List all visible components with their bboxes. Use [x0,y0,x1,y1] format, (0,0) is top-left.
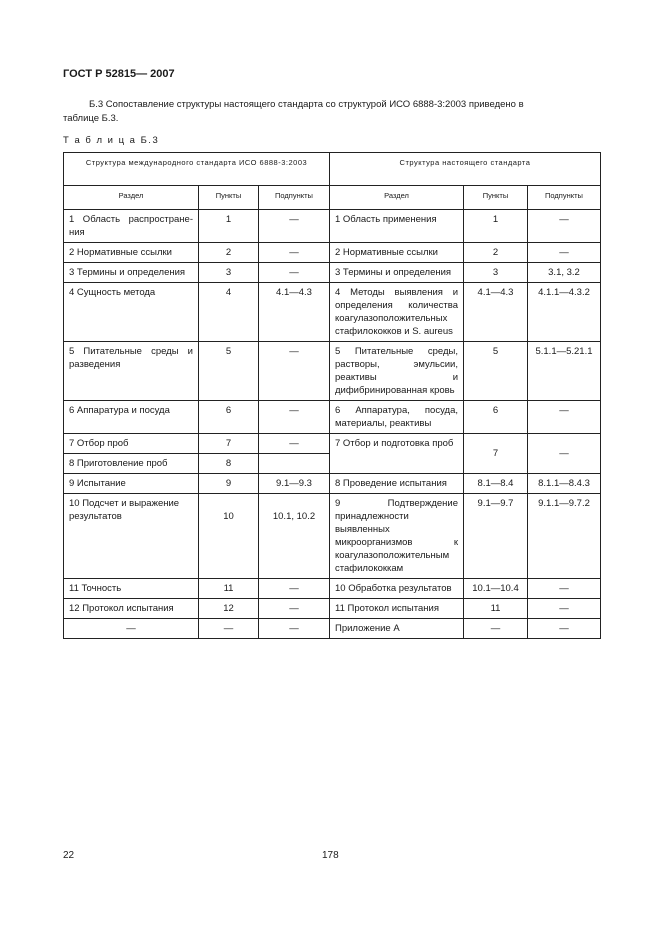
intl-points-cell: — [199,619,259,639]
intl-section-cell: 5 Питательные среды и разведения [64,342,199,401]
current-section-cell: Приложение А [330,619,464,639]
current-subpoints-cell: 8.1.1—8.4.3 [528,474,601,494]
intl-subpoints-cell: — [259,243,330,263]
intl-subpoints-cell: — [259,401,330,434]
intl-points-cell: 12 [199,599,259,619]
intl-points-cell: 4 [199,283,259,342]
current-points-cell: 3 [464,263,528,283]
table-row [64,599,601,619]
intl-section-cell: — [64,619,199,639]
table-group-header-row [64,153,601,186]
table-row [64,579,601,599]
current-section-cell: 10 Обработка результатов [330,579,464,599]
current-subpoints-cell: — [528,434,601,474]
current-points-cell: 9.1—9.7 [464,494,528,579]
intl-subpoints-cell: — [259,434,330,454]
header-points-current: Пункты [464,186,528,210]
header-international-structure: Структура международного стандарта ИСО 6888-3:2003 [64,153,330,186]
intl-points-cell: 7 [199,434,259,454]
header-subpoints-current: Подпункты [528,186,601,210]
intro-line-2: таблице Б.3. [63,113,119,124]
current-points-cell: 11 [464,599,528,619]
table-row [64,401,601,434]
current-points-cell: 7 [464,434,528,474]
current-subpoints-cell: — [528,619,601,639]
table-row [64,243,601,263]
current-subpoints-cell: 4.1.1—4.3.2 [528,283,601,342]
intl-subpoints-cell: — [259,342,330,401]
current-points-cell: 5 [464,342,528,401]
current-section-cell: 7 Отбор и подготовка проб [330,434,464,474]
current-points-cell: 2 [464,243,528,263]
intl-points-cell: 10 [199,494,259,579]
comparison-table [63,152,601,639]
current-points-cell: 4.1—4.3 [464,283,528,342]
current-subpoints-cell: 3.1, 3.2 [528,263,601,283]
table-row [64,474,601,494]
intl-section-cell: 12 Протокол испытания [64,599,199,619]
table-caption: Т а б л и ц а Б.3 [63,135,160,146]
intro-line-1: Б.3 Сопоставление структуры настоящего стандарта со структурой ИСО 6888-3:2003 приведено в [89,99,524,110]
table-row [64,342,601,401]
header-points: Пункты [199,186,259,210]
intl-section-cell: 4 Сущность метода [64,283,199,342]
page-number-left: 22 [63,850,75,861]
current-section-cell: 9 Подтверждение принадлежности выявленных микроорганизмов к коагулазоположительным стафилококкам [330,494,464,579]
current-points-cell: — [464,619,528,639]
current-section-cell: 5 Питательные среды, растворы, эмульсии, реактивы и дифибринированная кровь [330,342,464,401]
intl-points-cell: 1 [199,210,259,243]
intl-points-cell: 11 [199,579,259,599]
header-subpoints: Подпункты [259,186,330,210]
current-section-cell: 3 Термины и определения [330,263,464,283]
intl-points-cell: 9 [199,474,259,494]
current-subpoints-cell: 5.1.1—5.21.1 [528,342,601,401]
intl-points-cell: 6 [199,401,259,434]
current-section-cell: 4 Методы выявления и определения количества коагулазоположительных стафилококков и S. aureus [330,283,464,342]
intl-subpoints-cell [259,454,330,474]
header-section: Раздел [64,186,199,210]
intl-subpoints-cell: 10.1, 10.2 [259,494,330,579]
current-subpoints-cell: — [528,579,601,599]
header-current-structure: Структура настоящего стандарта [330,153,601,186]
intl-section-cell: 9 Испытание [64,474,199,494]
intl-subpoints-cell: — [259,579,330,599]
table-row [64,434,601,454]
current-section-cell: 2 Нормативные ссылки [330,243,464,263]
current-points-cell: 1 [464,210,528,243]
table-row [64,263,601,283]
intl-section-cell: 7 Отбор проб [64,434,199,454]
current-section-cell: 6 Аппаратура, посуда, материалы, реактивы [330,401,464,434]
current-points-cell: 10.1—10.4 [464,579,528,599]
intl-points-cell: 2 [199,243,259,263]
current-subpoints-cell: — [528,401,601,434]
page-number-center: 178 [322,850,339,861]
intl-section-cell: 6 Аппаратура и посуда [64,401,199,434]
table-row [64,494,601,579]
intl-subpoints-cell: 4.1—4.3 [259,283,330,342]
intl-subpoints-cell: — [259,599,330,619]
intl-section-cell: 1 Область распростране-ния [64,210,199,243]
table-row [64,210,601,243]
intl-points-cell: 3 [199,263,259,283]
current-points-cell: 8.1—8.4 [464,474,528,494]
intl-section-cell: 11 Точность [64,579,199,599]
intl-subpoints-cell: — [259,263,330,283]
intl-subpoints-cell: 9.1—9.3 [259,474,330,494]
current-subpoints-cell: — [528,210,601,243]
table-row [64,619,601,639]
current-section-cell: 8 Проведение испытания [330,474,464,494]
intl-subpoints-cell: — [259,619,330,639]
current-section-cell: 1 Область применения [330,210,464,243]
document-header: ГОСТ Р 52815— 2007 [63,68,175,80]
current-subpoints-cell: 9.1.1—9.7.2 [528,494,601,579]
intl-section-cell: 3 Термины и определения [64,263,199,283]
intl-subpoints-cell: — [259,210,330,243]
intro-paragraph [63,98,600,126]
table-sub-header-row [64,186,601,210]
intl-section-cell: 10 Подсчет и выражение результатов [64,494,199,579]
current-subpoints-cell: — [528,599,601,619]
current-points-cell: 6 [464,401,528,434]
header-section-current: Раздел [330,186,464,210]
table-row [64,283,601,342]
intl-points-cell: 8 [199,454,259,474]
intl-points-cell: 5 [199,342,259,401]
current-section-cell: 11 Протокол испытания [330,599,464,619]
current-subpoints-cell: — [528,243,601,263]
intl-section-cell: 8 Приготовление проб [64,454,199,474]
intl-section-cell: 2 Нормативные ссылки [64,243,199,263]
